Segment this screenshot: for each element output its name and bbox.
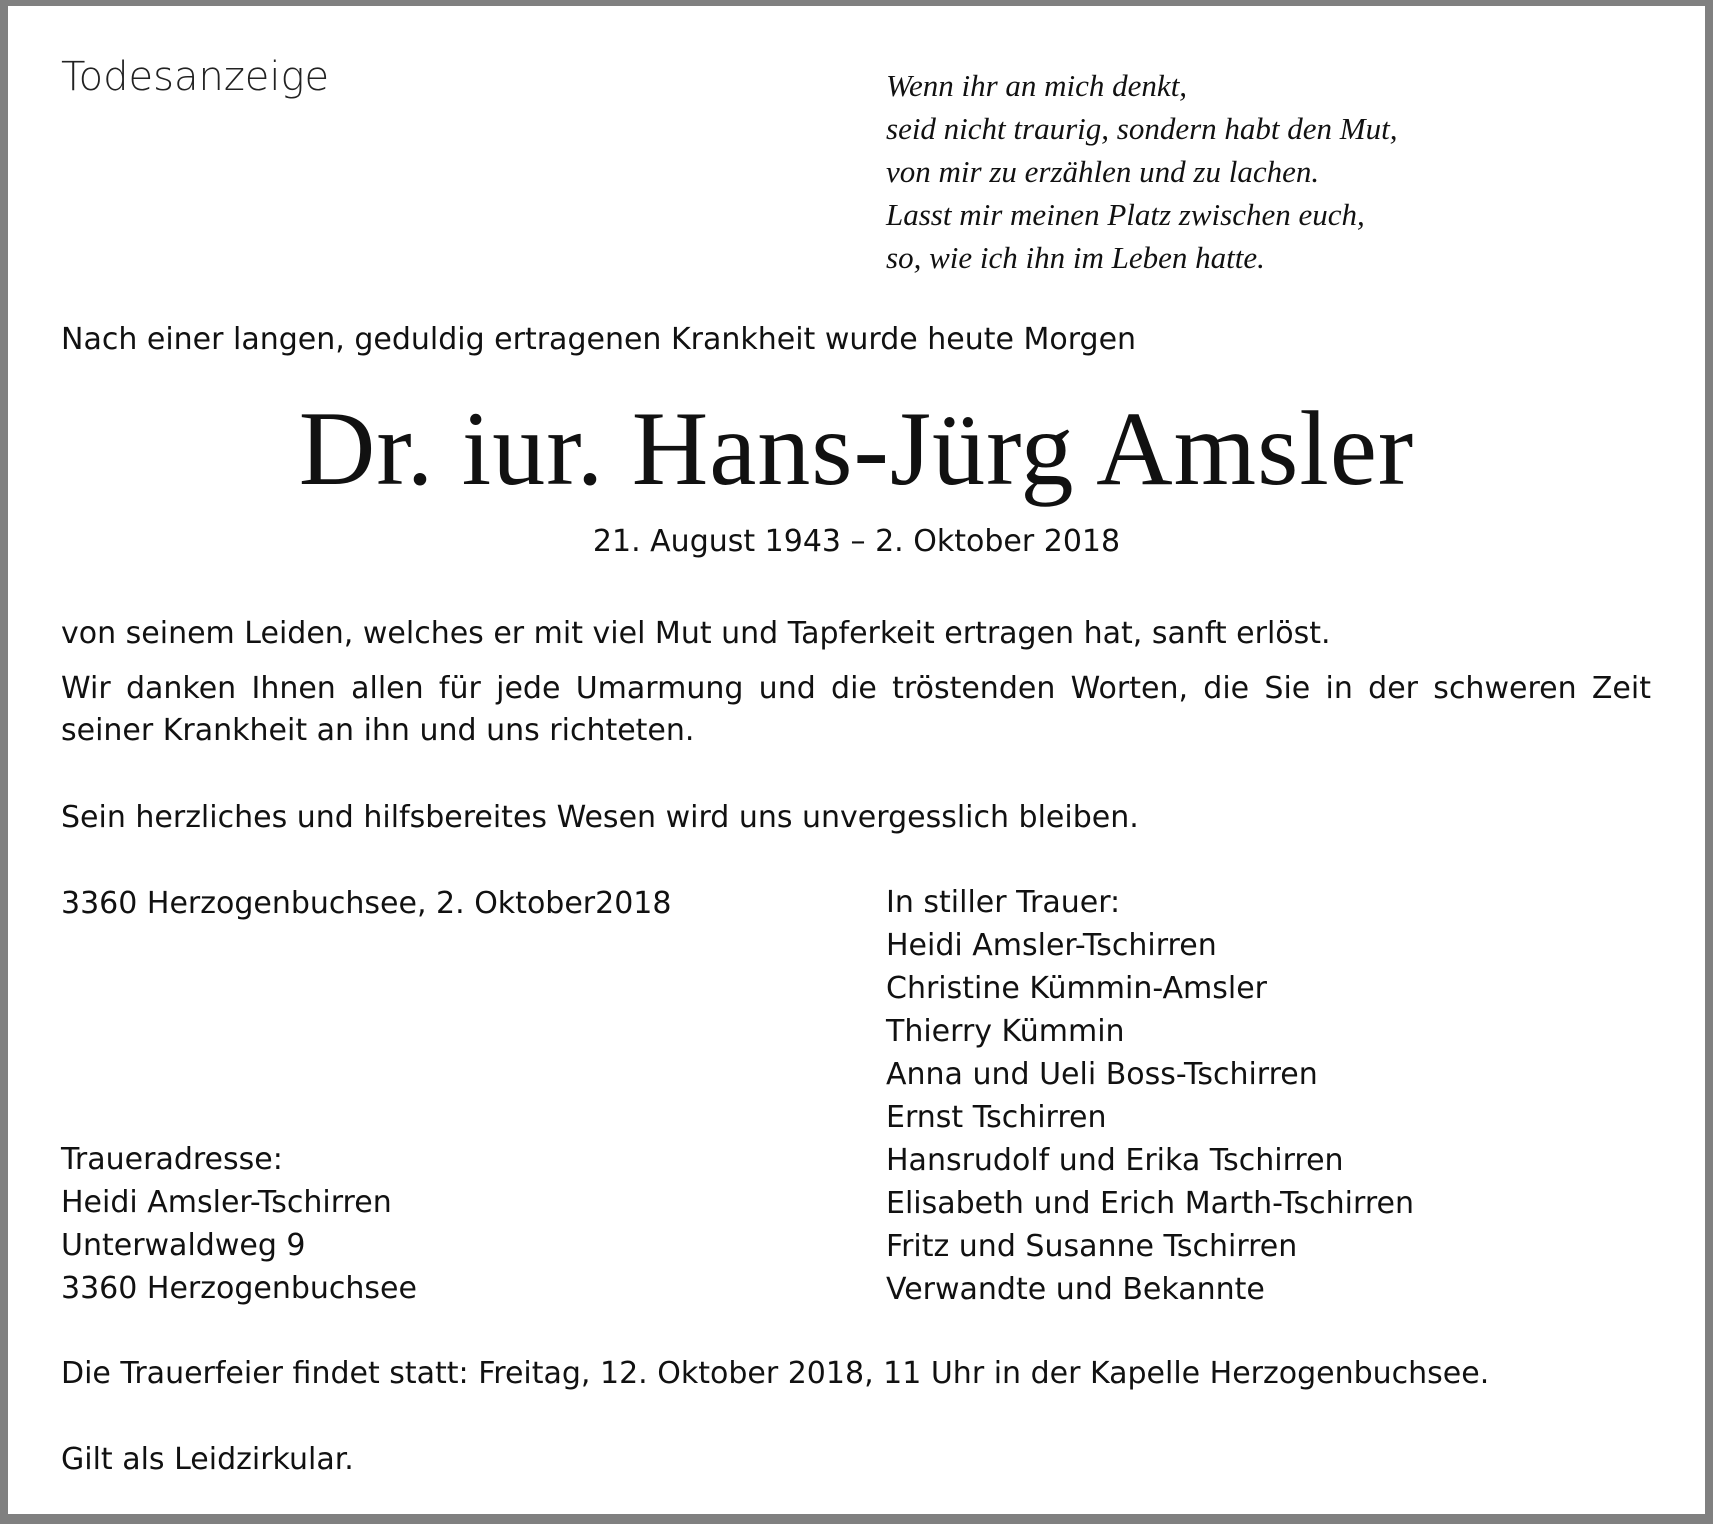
mourner: Elisabeth und Erich Marth-Tschirren <box>886 1186 1414 1221</box>
mourner: Thierry Kümmin <box>886 1014 1125 1049</box>
mourner: Fritz und Susanne Tschirren <box>886 1229 1298 1264</box>
mourner: Verwandte und Bekannte <box>886 1272 1265 1307</box>
mourners-list <box>886 881 1414 1311</box>
mourner: Ernst Tschirren <box>886 1100 1107 1135</box>
ceremony-text: Die Trauerfeier findet statt: Freitag, 12. Oktober 2018, 11 Uhr in der Kapelle Herzogenbuchsee. <box>61 1356 1490 1391</box>
mourner: Christine Kümmin-Amsler <box>886 971 1268 1006</box>
mourners-heading: In stiller Trauer: <box>886 885 1121 920</box>
mourner: Anna und Ueli Boss-Tschirren <box>886 1057 1318 1092</box>
address-line: Unterwaldweg 9 <box>61 1228 306 1263</box>
obituary-notice <box>8 6 1705 1514</box>
address-line: Heidi Amsler-Tschirren <box>61 1185 392 1220</box>
relief-text: von seinem Leiden, welches er mit viel Mut und Tapferkeit ertragen hat, sanft erlöst. <box>61 616 1331 651</box>
mourner: Hansrudolf und Erika Tschirren <box>886 1143 1344 1178</box>
address-line: 3360 Herzogenbuchsee <box>61 1271 417 1306</box>
poem-line: Lasst mir meinen Platz zwischen euch, <box>886 197 1365 232</box>
poem-line: von mir zu erzählen und zu lachen. <box>886 154 1320 189</box>
poem-line: Wenn ihr an mich denkt, <box>886 68 1188 103</box>
intro-text: Nach einer langen, geduldig ertragenen Krankheit wurde heute Morgen <box>61 322 1137 357</box>
mourning-address <box>61 1138 417 1310</box>
circular-note: Gilt als Leidzirkular. <box>61 1442 354 1477</box>
remembrance-text: Sein herzliches und hilfsbereites Wesen wird uns unvergesslich bleiben. <box>61 800 1139 835</box>
thanks-text: Wir danken Ihnen allen für jede Umarmung und die tröstenden Worten, die Sie in der schweren Zeit seiner Krankheit an ihn und uns richteten. <box>61 671 1651 748</box>
poem-line: seid nicht traurig, sondern habt den Mut, <box>886 111 1398 146</box>
address-heading: Traueradresse: <box>61 1142 283 1177</box>
poem-line: so, wie ich ihn im Leben hatte. <box>886 240 1265 275</box>
place-date: 3360 Herzogenbuchsee, 2. Oktober2018 <box>61 886 672 921</box>
notice-label: Todesanzeige <box>61 54 330 100</box>
deceased-name: Dr. iur. Hans-Jürg Amsler <box>298 390 1415 507</box>
life-dates: 21. August 1943 – 2. Oktober 2018 <box>592 524 1121 559</box>
mourner: Heidi Amsler-Tschirren <box>886 928 1217 963</box>
poem <box>886 64 1397 279</box>
